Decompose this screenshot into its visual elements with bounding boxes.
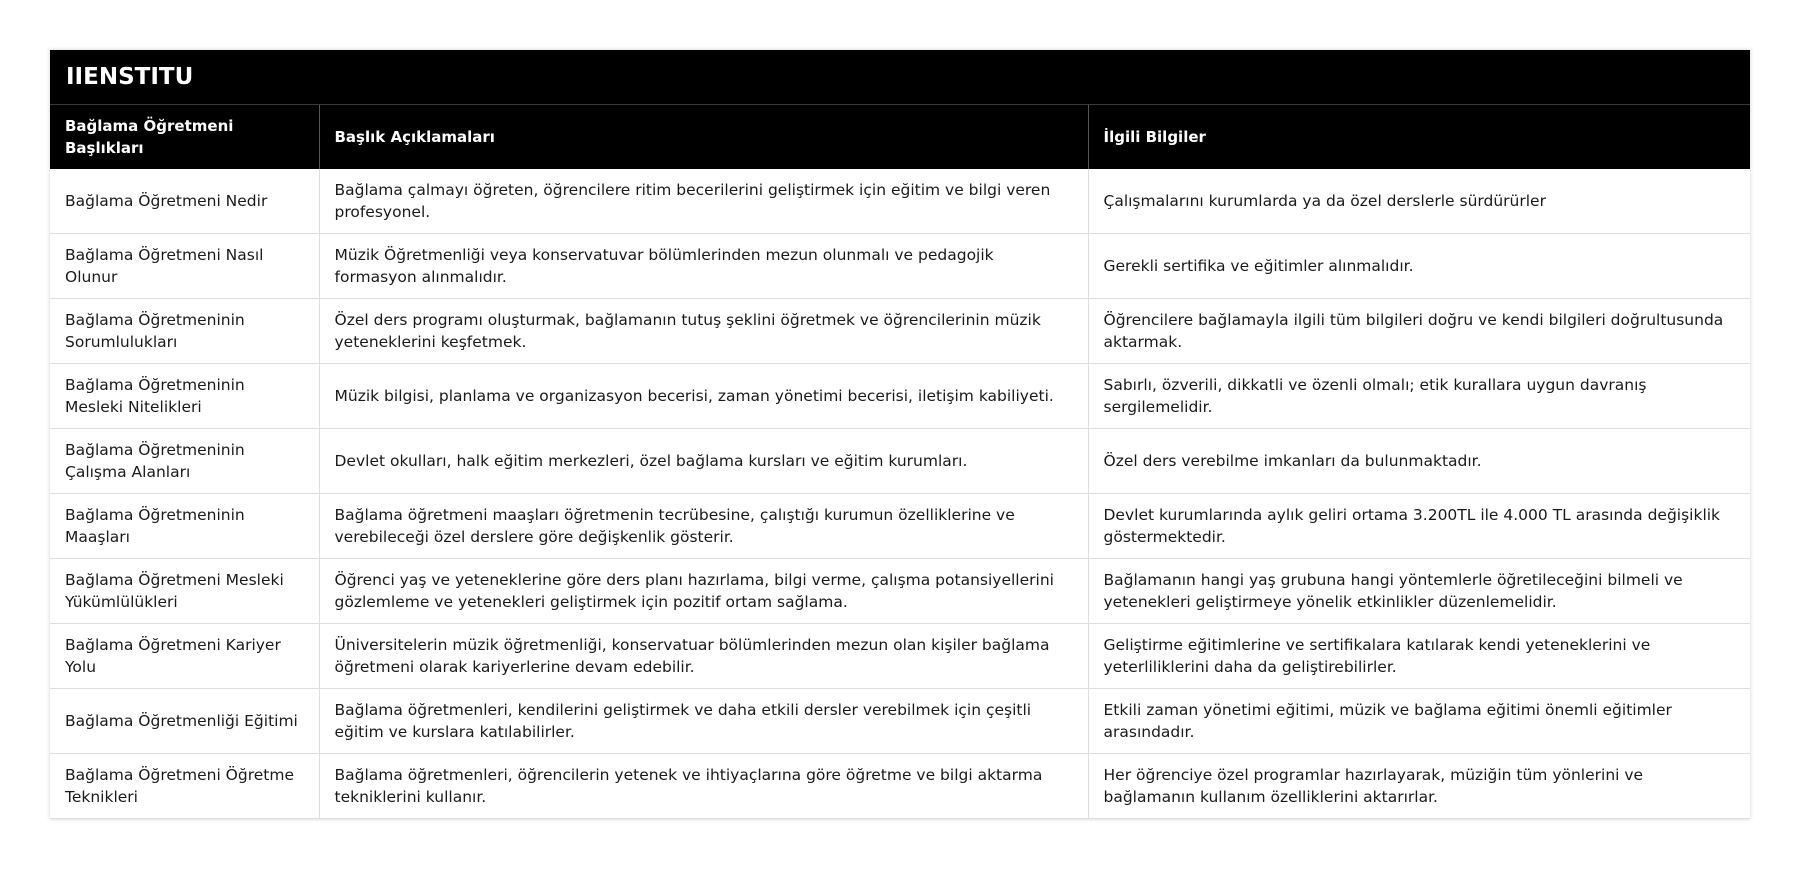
cell-related-info: Devlet kurumlarında aylık geliri ortama 3.200TL ile 4.000 TL arasında değişiklik göstermektedir. [1088,494,1750,559]
cell-description: Müzik Öğretmenliği veya konservatuvar bölümlerinden mezun olunmalı ve pedagojik formasyon alınmalıdır. [319,234,1088,299]
table-row [50,624,1750,689]
cell-topic: Bağlama Öğretmeninin Sorumlulukları [50,299,319,364]
header-row [50,105,1750,169]
table-row [50,364,1750,429]
cell-related-info: Etkili zaman yönetimi eğitimi, müzik ve bağlama eğitimi önemli eğitimler arasındadır. [1088,689,1750,754]
cell-description: Bağlama öğretmenleri, öğrencilerin yetenek ve ihtiyaçlarına göre öğretme ve bilgi aktarma tekniklerini kullanır. [319,754,1088,819]
cell-related-info: Çalışmalarını kurumlarda ya da özel derslerle sürdürürler [1088,169,1750,234]
cell-topic: Bağlama Öğretmeni Nedir [50,169,319,234]
table-row [50,169,1750,234]
header-topic: Bağlama Öğretmeni Başlıkları [50,105,319,169]
cell-description: Bağlama öğretmenleri, kendilerini geliştirmek ve daha etkili dersler verebilmek için çeşitli eğitim ve kurslara katılabilirler. [319,689,1088,754]
cell-topic: Bağlama Öğretmeni Kariyer Yolu [50,624,319,689]
cell-description: Bağlama çalmayı öğreten, öğrencilere ritim becerilerini geliştirmek için eğitim ve bilgi veren profesyonel. [319,169,1088,234]
cell-related-info: Bağlamanın hangi yaş grubuna hangi yöntemlerle öğretileceğini bilmeli ve yetenekleri geliştirmeye yönelik etkinlikler düzenlemelidir. [1088,559,1750,624]
cell-description: Devlet okulları, halk eğitim merkezleri, özel bağlama kursları ve eğitim kurumları. [319,429,1088,494]
cell-topic: Bağlama Öğretmeni Mesleki Yükümlülükleri [50,559,319,624]
cell-related-info: Geliştirme eğitimlerine ve sertifikalara katılarak kendi yeteneklerini ve yeterliliklerini daha da geliştirebilirler. [1088,624,1750,689]
cell-related-info: Her öğrenciye özel programlar hazırlayarak, müziğin tüm yönlerini ve bağlamanın kullanım özelliklerini aktarırlar. [1088,754,1750,819]
table-row [50,559,1750,624]
table-body [50,169,1750,819]
cell-topic: Bağlama Öğretmeninin Çalışma Alanları [50,429,319,494]
table-header [50,105,1750,169]
cell-related-info: Özel ders verebilme imkanları da bulunmaktadır. [1088,429,1750,494]
table-row [50,754,1750,819]
cell-description: Özel ders programı oluşturmak, bağlamanın tutuş şeklini öğretmek ve öğrencilerinin müzik yeteneklerini keşfetmek. [319,299,1088,364]
header-description: Başlık Açıklamaları [319,105,1088,169]
info-table [50,105,1750,819]
content-card [50,50,1750,819]
brand-title: IIENSTITU [50,50,1750,105]
cell-related-info: Sabırlı, özverili, dikkatli ve özenli olmalı; etik kurallara uygun davranış sergilemelidir. [1088,364,1750,429]
cell-related-info: Öğrencilere bağlamayla ilgili tüm bilgileri doğru ve kendi bilgileri doğrultusunda aktarmak. [1088,299,1750,364]
cell-topic: Bağlama Öğretmeni Nasıl Olunur [50,234,319,299]
table-row [50,429,1750,494]
cell-description: Müzik bilgisi, planlama ve organizasyon becerisi, zaman yönetimi becerisi, iletişim kabiliyeti. [319,364,1088,429]
table-row [50,494,1750,559]
table-row [50,689,1750,754]
cell-description: Öğrenci yaş ve yeteneklerine göre ders planı hazırlama, bilgi verme, çalışma potansiyellerini gözlemleme ve yetenekleri geliştirmek için pozitif ortam sağlama. [319,559,1088,624]
cell-topic: Bağlama Öğretmeni Öğretme Teknikleri [50,754,319,819]
cell-related-info: Gerekli sertifika ve eğitimler alınmalıdır. [1088,234,1750,299]
cell-topic: Bağlama Öğretmeninin Mesleki Nitelikleri [50,364,319,429]
cell-description: Bağlama öğretmeni maaşları öğretmenin tecrübesine, çalıştığı kurumun özelliklerine ve verebileceği özel derslere göre değişkenlik gösterir. [319,494,1088,559]
cell-topic: Bağlama Öğretmenliği Eğitimi [50,689,319,754]
cell-description: Üniversitelerin müzik öğretmenliği, konservatuar bölümlerinden mezun olan kişiler bağlama öğretmeni olarak kariyerlerine devam edebilir. [319,624,1088,689]
table-row [50,299,1750,364]
header-related-info: İlgili Bilgiler [1088,105,1750,169]
cell-topic: Bağlama Öğretmeninin Maaşları [50,494,319,559]
table-row [50,234,1750,299]
